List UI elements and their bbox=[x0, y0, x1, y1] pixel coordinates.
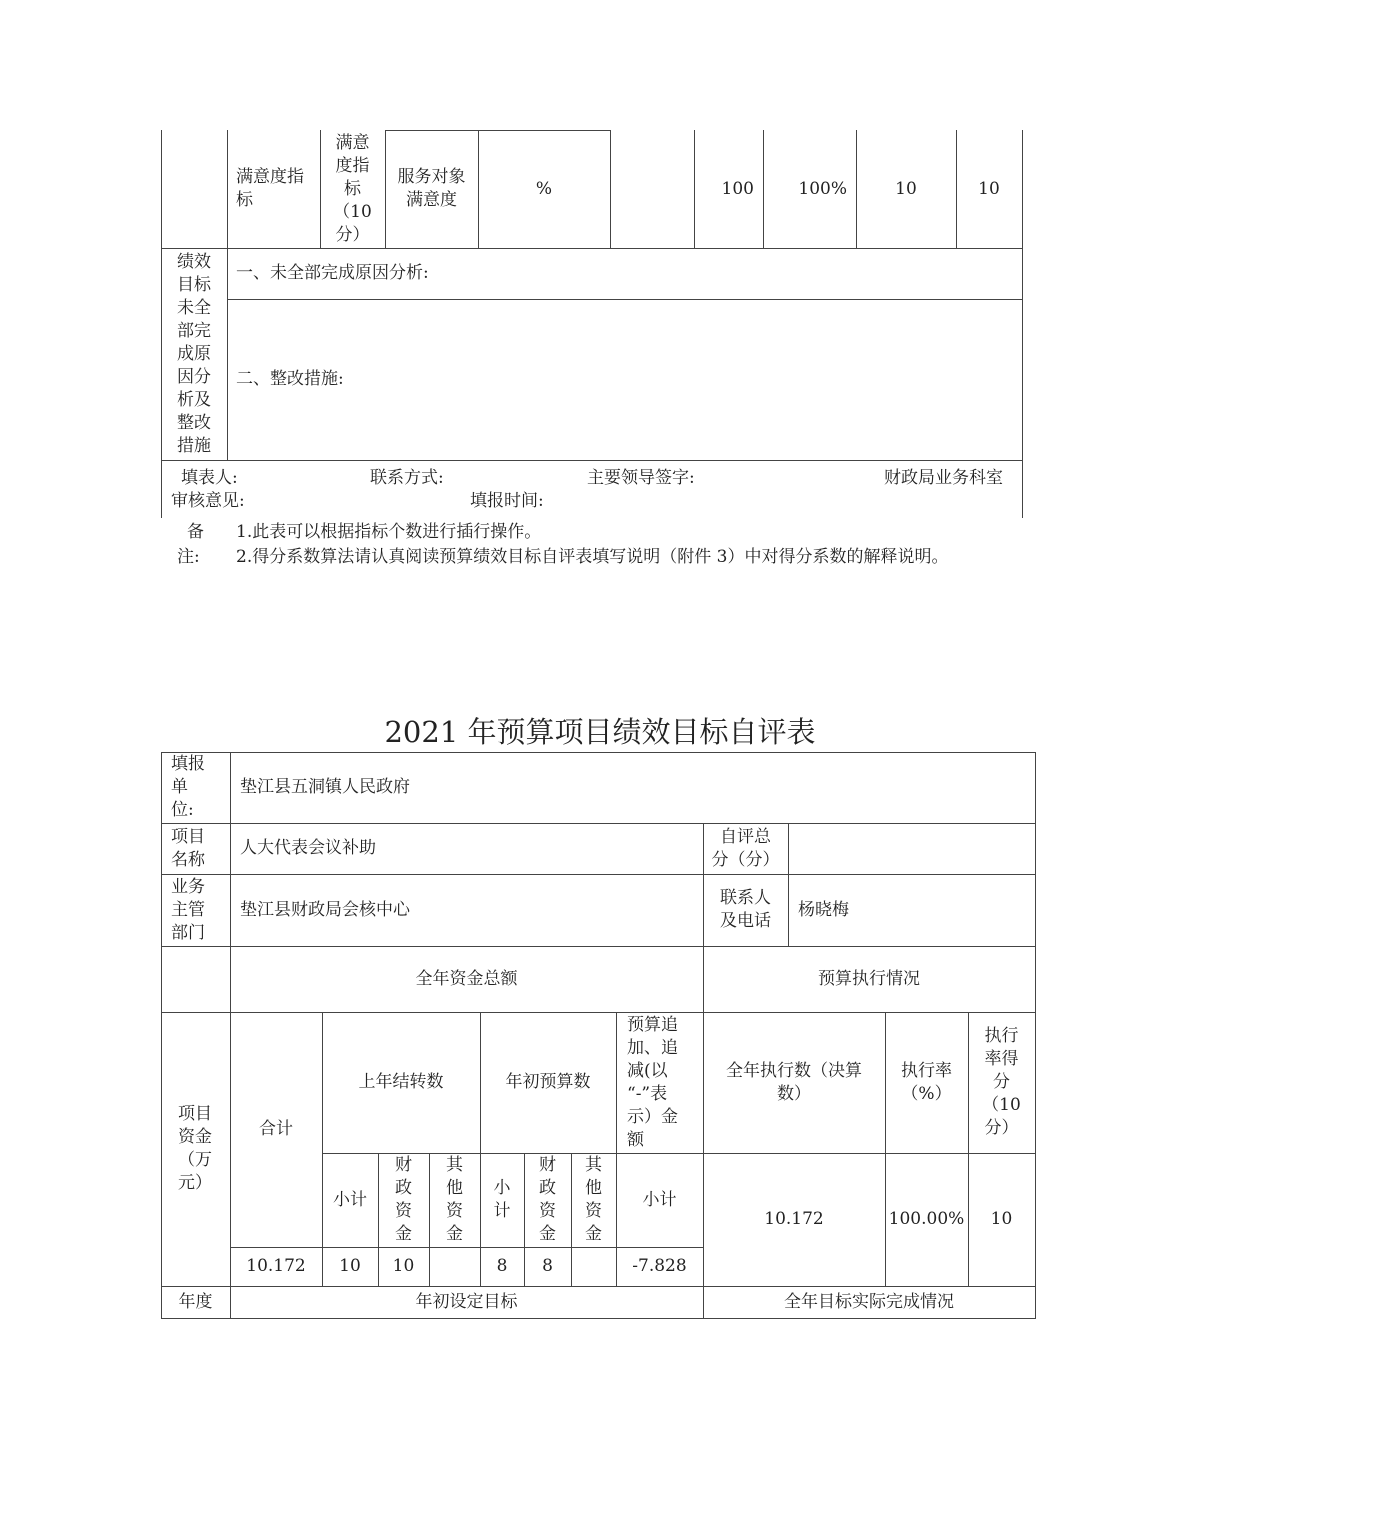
report-time-label: 填报时间: bbox=[470, 491, 544, 511]
value-init-subtotal: 8 bbox=[496, 1256, 508, 1276]
project-label: 项目 名称 bbox=[171, 826, 205, 870]
indicator-unit: % bbox=[535, 178, 553, 199]
total-funds-header: 全年资金总额 bbox=[415, 968, 518, 989]
filler-label: 填表人: bbox=[181, 468, 238, 488]
indicator-type: 满意度指标 bbox=[236, 167, 304, 210]
value-init-fiscal: 8 bbox=[542, 1256, 553, 1276]
notes-line-2: 2.得分系数算法请认真阅读预算绩效目标自评表填写说明（附件 3）中对得分系数的解释说明。 bbox=[236, 547, 949, 567]
dept-value: 垫江县财政局会核中心 bbox=[240, 899, 410, 920]
contact-method-label: 联系方式: bbox=[370, 468, 444, 488]
indicator-name: 服务对象 满意度 bbox=[397, 167, 466, 210]
notes-label-1: 备 bbox=[187, 522, 204, 542]
value-total: 10.172 bbox=[246, 1256, 306, 1276]
initial-budget-header: 年初预算数 bbox=[505, 1072, 591, 1092]
dept-label: 业务 主管 部门 bbox=[171, 876, 205, 943]
total-header: 合计 bbox=[259, 1119, 293, 1139]
contact-value: 杨晓梅 bbox=[798, 899, 849, 920]
reason-analysis: 一、未全部完成原因分析: bbox=[236, 263, 429, 283]
score-value bbox=[798, 823, 1028, 874]
init-other-header: 其 他 资 金 bbox=[585, 1155, 602, 1244]
exec-score-header: 执行 率得 分 （10 分） bbox=[982, 1026, 1021, 1138]
rectification-measures: 二、整改措施: bbox=[236, 369, 344, 389]
project-value: 人大代表会议补助 bbox=[240, 838, 376, 858]
indicator-weight: 10 bbox=[895, 178, 917, 199]
initial-target-header: 年初设定目标 bbox=[415, 1291, 518, 1312]
funds-label: 项目 资金 （万 元） bbox=[178, 1104, 212, 1193]
score-label: 自评总 分（分） bbox=[711, 826, 780, 870]
indicator-score: 10 bbox=[978, 178, 1000, 199]
indicator-target: 100 bbox=[721, 178, 754, 199]
finance-office-label: 财政局业务科室 bbox=[884, 468, 1003, 488]
value-prev-fiscal: 10 bbox=[392, 1256, 415, 1276]
notes-line-1: 1.此表可以根据指标个数进行插行操作。 bbox=[236, 522, 542, 542]
leader-signature-label: 主要领导签字: bbox=[587, 468, 695, 488]
year-label: 年度 bbox=[178, 1291, 213, 1312]
actual-completion-header: 全年目标实际完成情况 bbox=[784, 1291, 954, 1312]
budget-execution-header: 预算执行情况 bbox=[818, 968, 920, 989]
review-opinion-label: 审核意见: bbox=[171, 491, 245, 511]
prev-carry-header: 上年结转数 bbox=[358, 1072, 444, 1092]
indicator-actual: 100% bbox=[798, 178, 847, 199]
prev-fiscal-header: 财 政 资 金 bbox=[395, 1155, 412, 1244]
unit-value: 垫江县五洞镇人民政府 bbox=[240, 777, 410, 797]
value-exec-score: 10 bbox=[990, 1209, 1013, 1229]
adjust-header: 预算追 加、追 减(以 “-”表 示）金 额 bbox=[627, 1014, 678, 1150]
prev-subtotal-header: 小计 bbox=[333, 1189, 367, 1210]
reason-header: 绩效 目标 未全 部完 成原 因分 析及 整改 措施 bbox=[177, 251, 211, 456]
value-init-other bbox=[571, 1247, 616, 1286]
prev-other-header: 其 他 资 金 bbox=[446, 1155, 463, 1244]
init-subtotal-header: 小 计 bbox=[493, 1178, 511, 1221]
value-annual-exec: 10.172 bbox=[764, 1209, 824, 1229]
unit-label: 填报 单 位: bbox=[171, 754, 205, 820]
indicator-subcategory: 满意 度指 标 （10 分） bbox=[333, 132, 372, 245]
contact-label: 联系人 及电话 bbox=[720, 888, 771, 931]
notes-label-2: 注: bbox=[177, 547, 200, 567]
value-prev-other bbox=[429, 1247, 480, 1286]
adjust-subtotal-header: 小计 bbox=[642, 1189, 677, 1210]
value-prev-subtotal: 10 bbox=[339, 1256, 361, 1276]
page-title: 2021 年预算项目绩效目标自评表 bbox=[384, 715, 816, 749]
annual-exec-header: 全年执行数（决算 数） bbox=[726, 1060, 862, 1104]
init-fiscal-header: 财 政 资 金 bbox=[539, 1155, 556, 1244]
value-exec-rate: 100.00% bbox=[888, 1209, 965, 1229]
value-adjust: -7.828 bbox=[632, 1256, 687, 1276]
exec-rate-header: 执行率 （%） bbox=[901, 1060, 952, 1104]
